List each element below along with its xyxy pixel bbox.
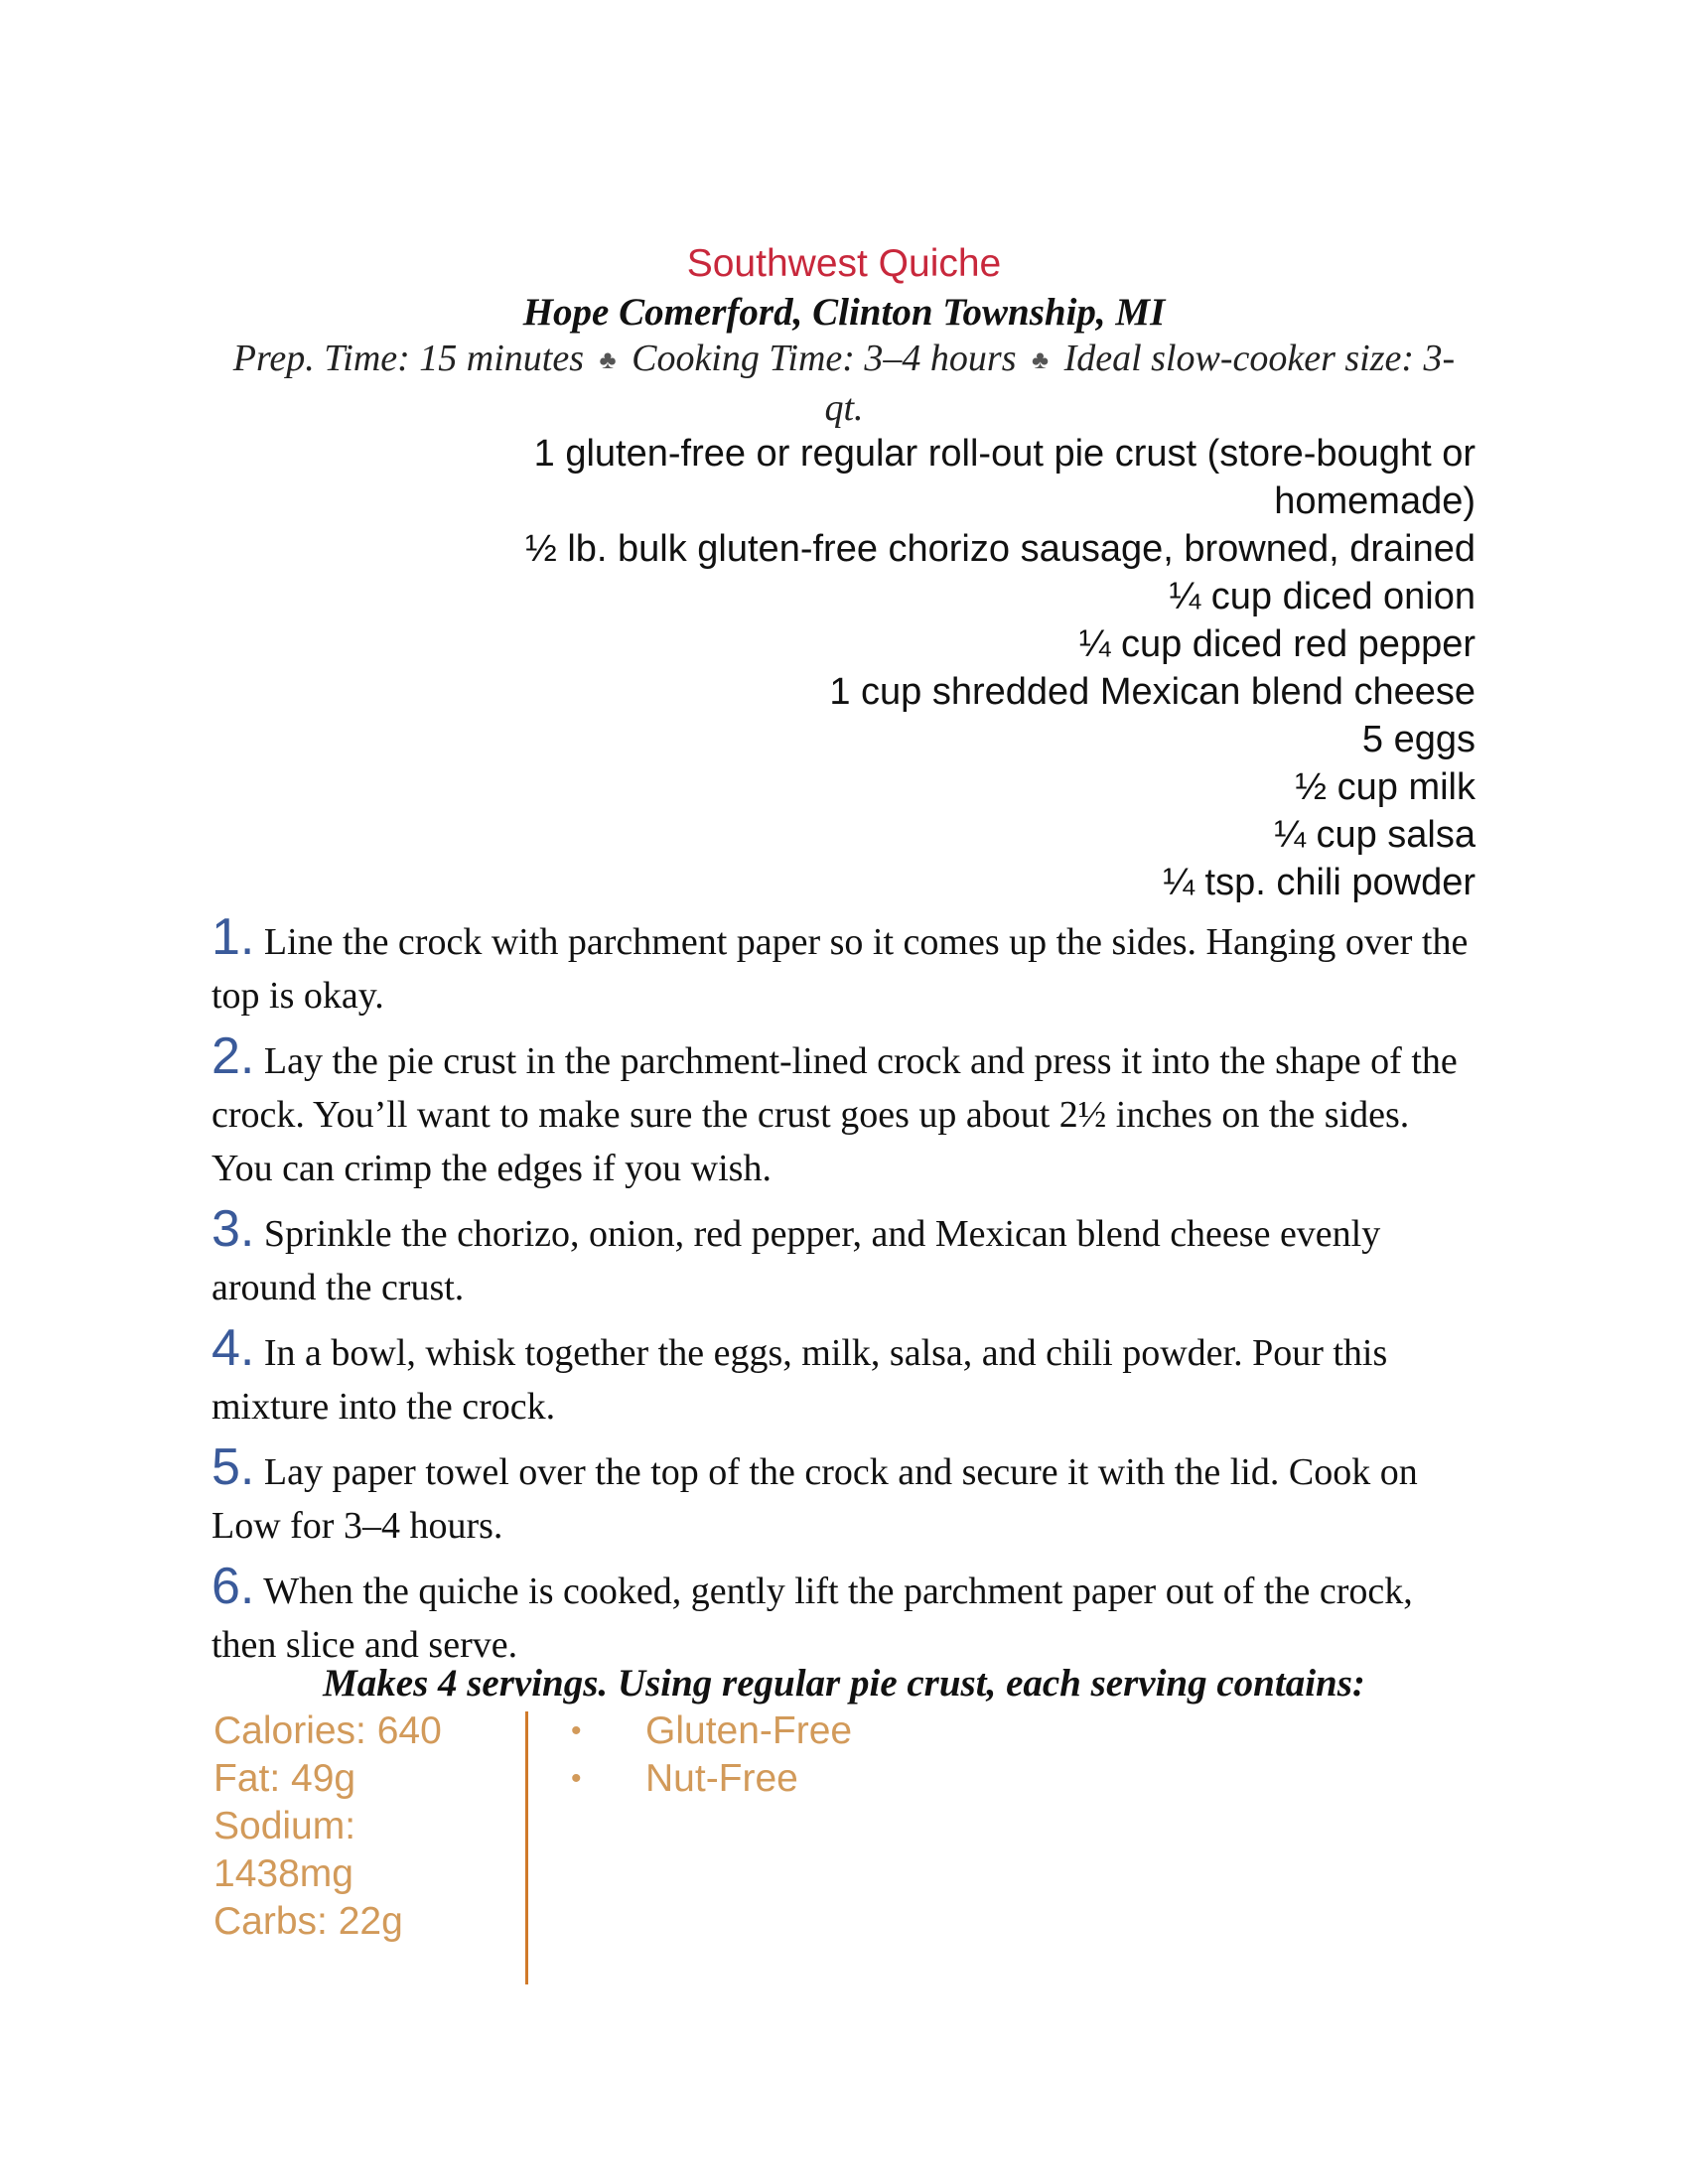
ingredient-item: ¼ tsp. chili powder — [1163, 862, 1476, 903]
step-text: Lay the pie crust in the parchment-lined crock and press it into the shape of the crock. You’ll want to make sure the crust goes up about 2½ inches on the sides. You can crimp the edges if you wish. — [211, 1040, 1458, 1189]
separator-icon: ♣ — [1032, 345, 1050, 374]
slow-cooker-size: Ideal slow-cooker size: 3-qt. — [824, 338, 1456, 429]
prep-time: Prep. Time: 15 minutes — [232, 338, 585, 379]
instruction-steps — [211, 908, 1477, 1684]
instruction-step — [211, 1438, 1477, 1553]
nutrition-sodium-value: 1438mg — [213, 1852, 353, 1895]
ingredient-item: ¼ cup salsa — [1274, 814, 1476, 856]
ingredient-item: ½ cup milk — [1295, 766, 1476, 808]
nutrition-divider — [525, 1711, 528, 1984]
bullet-icon: • — [571, 1762, 582, 1795]
step-text: When the quiche is cooked, gently lift the parchment paper out of the crock, then slice and serve. — [211, 1570, 1413, 1666]
instruction-step — [211, 1200, 1477, 1314]
step-text: In a bowl, whisk together the eggs, milk, salsa, and chili powder. Pour this mixture into the crock. — [211, 1332, 1388, 1428]
diet-tag — [571, 1707, 852, 1755]
ingredient-item: 1 gluten-free or regular roll-out pie crust (store-bought or homemade) — [533, 433, 1476, 522]
ingredient-item: ¼ cup diced onion — [1169, 576, 1476, 617]
nutrition-facts — [213, 1707, 511, 1946]
cooking-time: Cooking Time: 3–4 hours — [632, 338, 1017, 379]
ingredient-item: 5 eggs — [1361, 719, 1476, 760]
step-number: 4. — [211, 1319, 255, 1377]
recipe-title: Southwest Quiche — [686, 242, 1002, 285]
recipe-meta — [228, 335, 1460, 432]
yield-statement: Makes 4 servings. Using regular pie crust, each serving contains: — [323, 1662, 1365, 1705]
step-text: Lay paper towel over the top of the crock and secure it with the lid. Cook on Low for 3–4 hours. — [211, 1451, 1418, 1547]
diet-tag-label: Gluten-Free — [645, 1709, 853, 1752]
step-number: 1. — [211, 908, 255, 966]
ingredient-item: ½ lb. bulk gluten-free chorizo sausage, browned, drained — [525, 528, 1476, 570]
instruction-step — [211, 1027, 1477, 1195]
ingredient-item: 1 cup shredded Mexican blend cheese — [829, 671, 1476, 713]
nutrition-calories: Calories: 640 — [213, 1709, 442, 1752]
recipe-author: Hope Comerford, Clinton Township, MI — [522, 291, 1166, 334]
diet-tag — [571, 1755, 852, 1803]
bullet-icon: • — [571, 1714, 582, 1747]
instruction-step — [211, 908, 1477, 1023]
separator-icon: ♣ — [599, 345, 617, 374]
nutrition-sodium-label: Sodium: — [213, 1805, 356, 1847]
step-text: Sprinkle the chorizo, onion, red pepper, and Mexican blend cheese evenly around the crust. — [211, 1213, 1381, 1308]
instruction-step — [211, 1558, 1477, 1672]
diet-tags — [571, 1707, 852, 1803]
nutrition-carbs: Carbs: 22g — [213, 1900, 403, 1943]
ingredient-item: ¼ cup diced red pepper — [1078, 623, 1476, 665]
nutrition-fat: Fat: 49g — [213, 1757, 356, 1800]
step-number: 3. — [211, 1200, 255, 1258]
diet-tag-label: Nut-Free — [645, 1757, 798, 1800]
step-number: 2. — [211, 1027, 255, 1085]
step-number: 5. — [211, 1438, 255, 1496]
step-number: 6. — [211, 1558, 255, 1615]
step-text: Line the crock with parchment paper so it comes up the sides. Hanging over the top is okay. — [211, 921, 1469, 1017]
instruction-step — [211, 1319, 1477, 1433]
ingredient-list — [397, 430, 1476, 906]
